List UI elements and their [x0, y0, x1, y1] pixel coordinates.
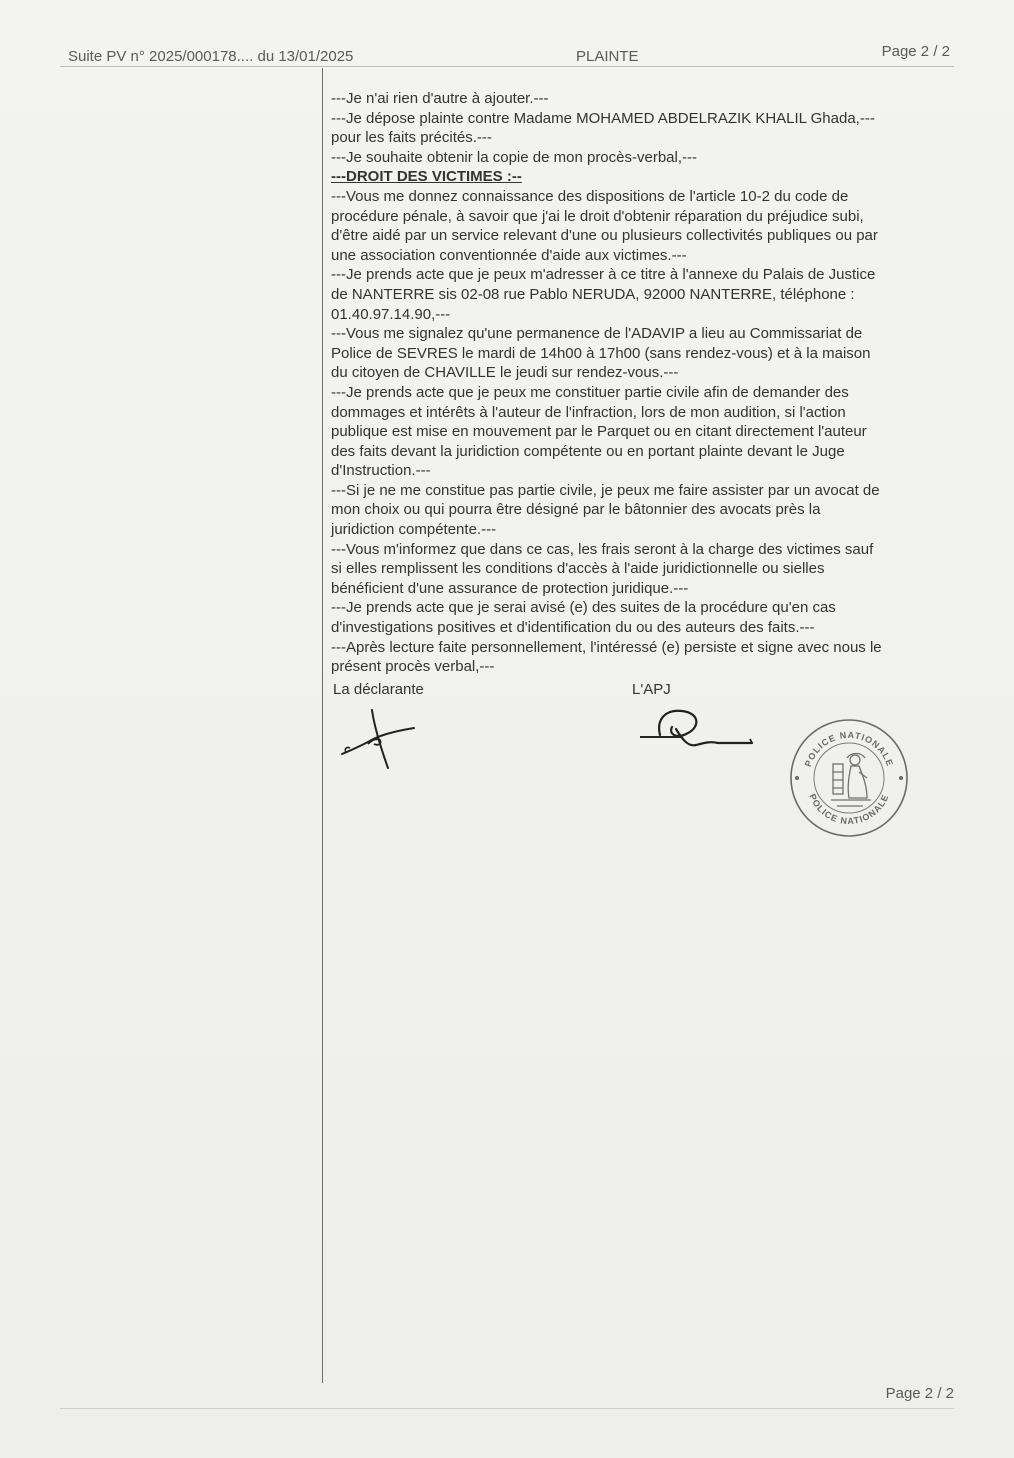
statement-line: ---Vous me donnez connaissance des dispositions de l'article 10-2 du code de: [331, 187, 849, 205]
officer-signature: [638, 705, 758, 755]
statement-line: pour les faits précités.---: [331, 129, 492, 147]
margin-rule: [322, 68, 323, 1383]
statement-line: présent procès verbal,---: [331, 658, 495, 676]
header-divider: [60, 66, 954, 67]
statement-line: ---Je prends acte que je peux me constituer partie civile afin de demander des: [331, 383, 849, 401]
statement-line: des faits devant la juridiction compétente ou en portant plainte devant le Juge: [331, 442, 845, 460]
statement-line: juridiction compétente.---: [331, 521, 497, 539]
pv-reference: Suite PV n° 2025/000178.... du 13/01/2025: [68, 48, 354, 65]
statement-line: une association conventionnée d'aide aux victimes.---: [331, 246, 687, 264]
statement-line: mon choix ou qui pourra être désigné par le bâtonnier des avocats près la: [331, 501, 821, 519]
statement-line: d'Instruction.---: [331, 462, 431, 480]
statement-line: ---Je souhaite obtenir la copie de mon procès-verbal,---: [331, 148, 697, 166]
declarant-signature: [338, 706, 428, 776]
statement-line: 01.40.97.14.90,---: [331, 305, 451, 323]
declarant-label: La déclarante: [333, 681, 424, 698]
stamp-text-top: POLICE NATIONALE: [802, 729, 896, 769]
statement-line: d'investigations positives et d'identification du ou des auteurs des faits.---: [331, 619, 815, 637]
statement-line: du citoyen de CHAVILLE le jeudi sur rendez-vous.---: [331, 364, 679, 382]
statement-line: publique est mise en mouvement par le Parquet ou en citant directement l'auteur: [331, 423, 867, 441]
statement-line: si elles remplissent les conditions d'accès à l'aide juridictionnelle ou sielles: [331, 560, 825, 578]
stamp-text-bottom: POLICE NATIONALE: [807, 792, 891, 827]
document-type: PLAINTE: [576, 48, 639, 65]
page-number-footer: Page 2 / 2: [885, 1385, 954, 1402]
officer-label: L'APJ: [632, 681, 671, 698]
statement-line: d'être aidé par un service relevant d'une ou plusieurs collectivités publiques ou par: [331, 227, 878, 245]
statement-line: ---Vous m'informez que dans ce cas, les frais seront à la charge des victimes sauf: [331, 540, 874, 558]
page-header: [60, 40, 954, 68]
statement-line: dommages et intérêts à l'auteur de l'infraction, lors de mon audition, si l'action: [331, 403, 846, 421]
page-number-header: Page 2 / 2: [881, 43, 950, 60]
statement-line: de NANTERRE sis 02-08 rue Pablo NERUDA, 92000 NANTERRE, téléphone :: [331, 285, 855, 303]
statement-line: ---Après lecture faite personnellement, l'intéressé (e) persiste et signe avec nous le: [331, 638, 882, 656]
statement-line: ---Je prends acte que je peux m'adresser à ce titre à l'annexe du Palais de Justice: [331, 266, 876, 284]
svg-text:POLICE NATIONALE: [803, 730, 895, 768]
statement-line: Police de SEVRES le mardi de 14h00 à 17h00 (sans rendez-vous) et à la maison: [331, 344, 871, 362]
section-heading-victim-rights: ---DROIT DES VICTIMES :--: [331, 168, 522, 186]
marianne-figure-icon: [831, 754, 871, 807]
statement-line: ---Vous me signalez qu'une permanence de l'ADAVIP a lieu au Commissariat de: [331, 325, 863, 343]
statement-body: [331, 89, 951, 677]
statement-line: ---Je n'ai rien d'autre à ajouter.---: [331, 90, 549, 107]
footer-divider: [60, 1408, 954, 1409]
statement-line: bénéficient d'une assurance de protection juridique.---: [331, 579, 689, 597]
statement-line: ---Je dépose plainte contre Madame MOHAMED ABDELRAZIK KHALIL Ghada,---: [331, 109, 875, 127]
statement-line: procédure pénale, à savoir que j'ai le droit d'obtenir réparation du préjudice subi,: [331, 207, 864, 225]
statement-line: ---Si je ne me constitue pas partie civile, je peux me faire assister par un avocat de: [331, 481, 880, 499]
statement-line: ---Je prends acte que je serai avisé (e) des suites de la procédure qu'en cas: [331, 599, 836, 617]
police-nationale-stamp: [787, 716, 911, 840]
